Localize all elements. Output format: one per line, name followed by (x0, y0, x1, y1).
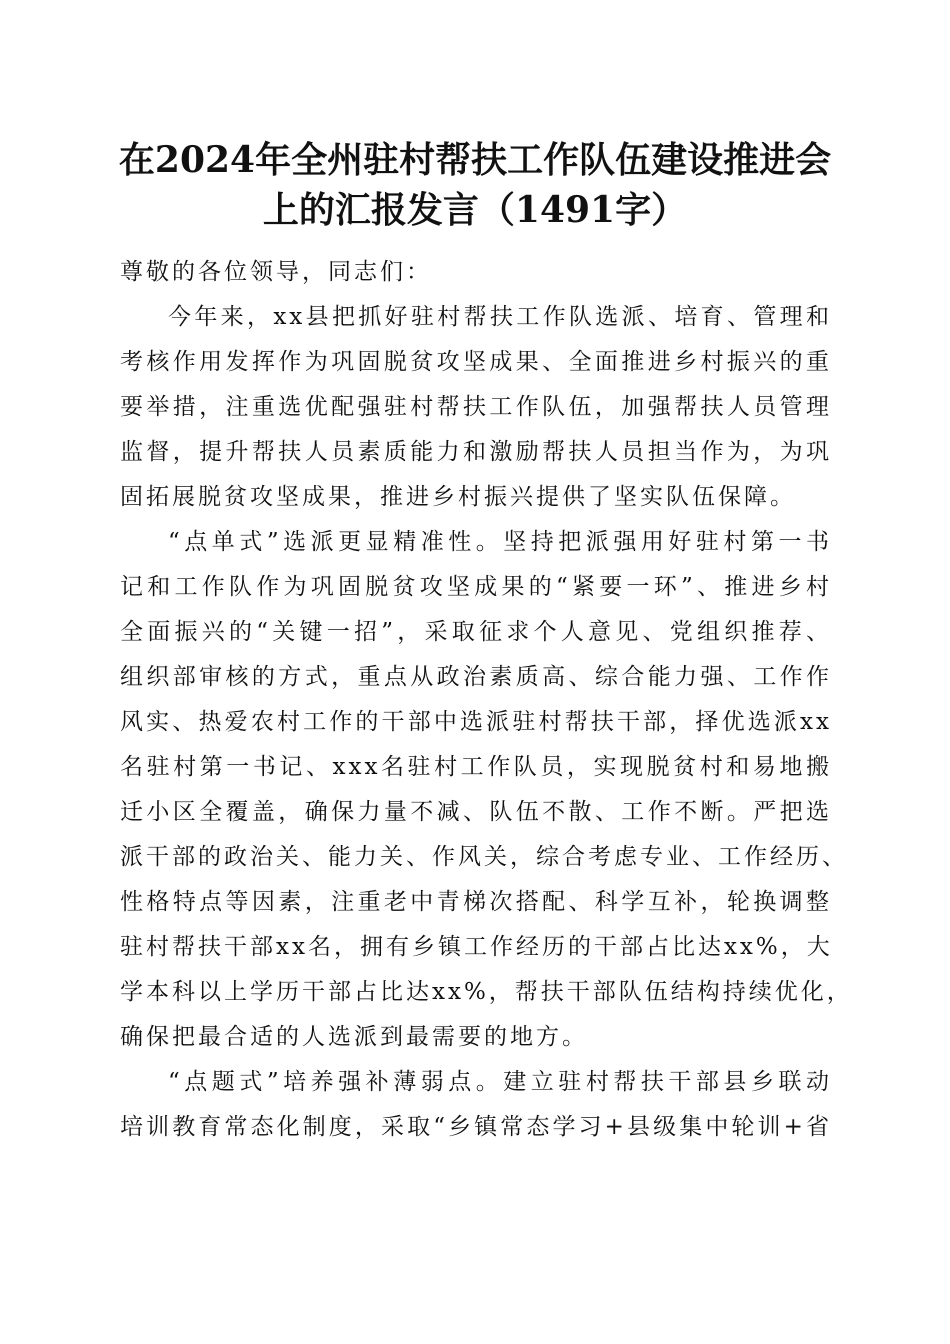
paragraph-2-line: 确保把最合适的人选派到最需要的地方。 (120, 1024, 588, 1050)
paragraph-1-line: 固拓展脱贫攻坚成果，推进乡村振兴提供了坚实队伍保障。 (120, 484, 796, 510)
salutation: 尊敬的各位领导，同志们： (120, 259, 432, 285)
document-body (120, 250, 853, 1150)
document-title (100, 135, 850, 235)
paragraph-1-line: 要举措，注重选优配强驻村帮扶工作队伍，加强帮扶人员管理 (120, 394, 832, 420)
paragraph-2-line: 学本科以上学历干部占比达xx%，帮扶干部队伍结构持续优化， (120, 979, 853, 1005)
paragraph-2-line: 记和工作队作为巩固脱贫攻坚成果的“紧要一环”、推进乡村 (120, 574, 832, 600)
paragraph-2-line: 性格特点等因素，注重老中青梯次搭配、科学互补，轮换调整 (120, 889, 832, 915)
paragraph-2-line: 驻村帮扶干部xx名，拥有乡镇工作经历的干部占比达xx%，大 (120, 934, 833, 960)
paragraph-2-line: 全面振兴的“关键一招”，采取征求个人意见、党组织推荐、 (120, 619, 832, 645)
paragraph-1-line: 监督，提升帮扶人员素质能力和激励帮扶人员担当作为，为巩 (120, 439, 832, 465)
paragraph-2-line: 组织部审核的方式，重点从政治素质高、综合能力强、工作作 (120, 664, 832, 690)
paragraph-2-line: 派干部的政治关、能力关、作风关，综合考虑专业、工作经历、 (120, 844, 848, 870)
paragraph-2-line: “点单式”选派更显精准性。坚持把派强用好驻村第一书 (168, 529, 832, 555)
title-line-1: 在2024年全州驻村帮扶工作队伍建设推进会 (118, 139, 832, 181)
paragraph-2-line: 迁小区全覆盖，确保力量不减、队伍不散、工作不断。严把选 (120, 799, 832, 825)
paragraph-3-line: “点题式”培养强补薄弱点。建立驻村帮扶干部县乡联动 (168, 1069, 832, 1095)
paragraph-3-line: 培训教育常态化制度，采取“乡镇常态学习+县级集中轮训+省 (120, 1114, 832, 1140)
paragraph-1-line: 考核作用发挥作为巩固脱贫攻坚成果、全面推进乡村振兴的重 (120, 349, 832, 375)
paragraph-2-line: 风实、热爱农村工作的干部中选派驻村帮扶干部，择优选派xx (120, 709, 832, 735)
title-line-2: 上的汇报发言（1491字） (262, 189, 688, 231)
paragraph-1-line: 今年来，xx县把抓好驻村帮扶工作队选派、培育、管理和 (168, 304, 832, 330)
paragraph-2-line: 名驻村第一书记、xxx名驻村工作队员，实现脱贫村和易地搬 (120, 754, 832, 780)
